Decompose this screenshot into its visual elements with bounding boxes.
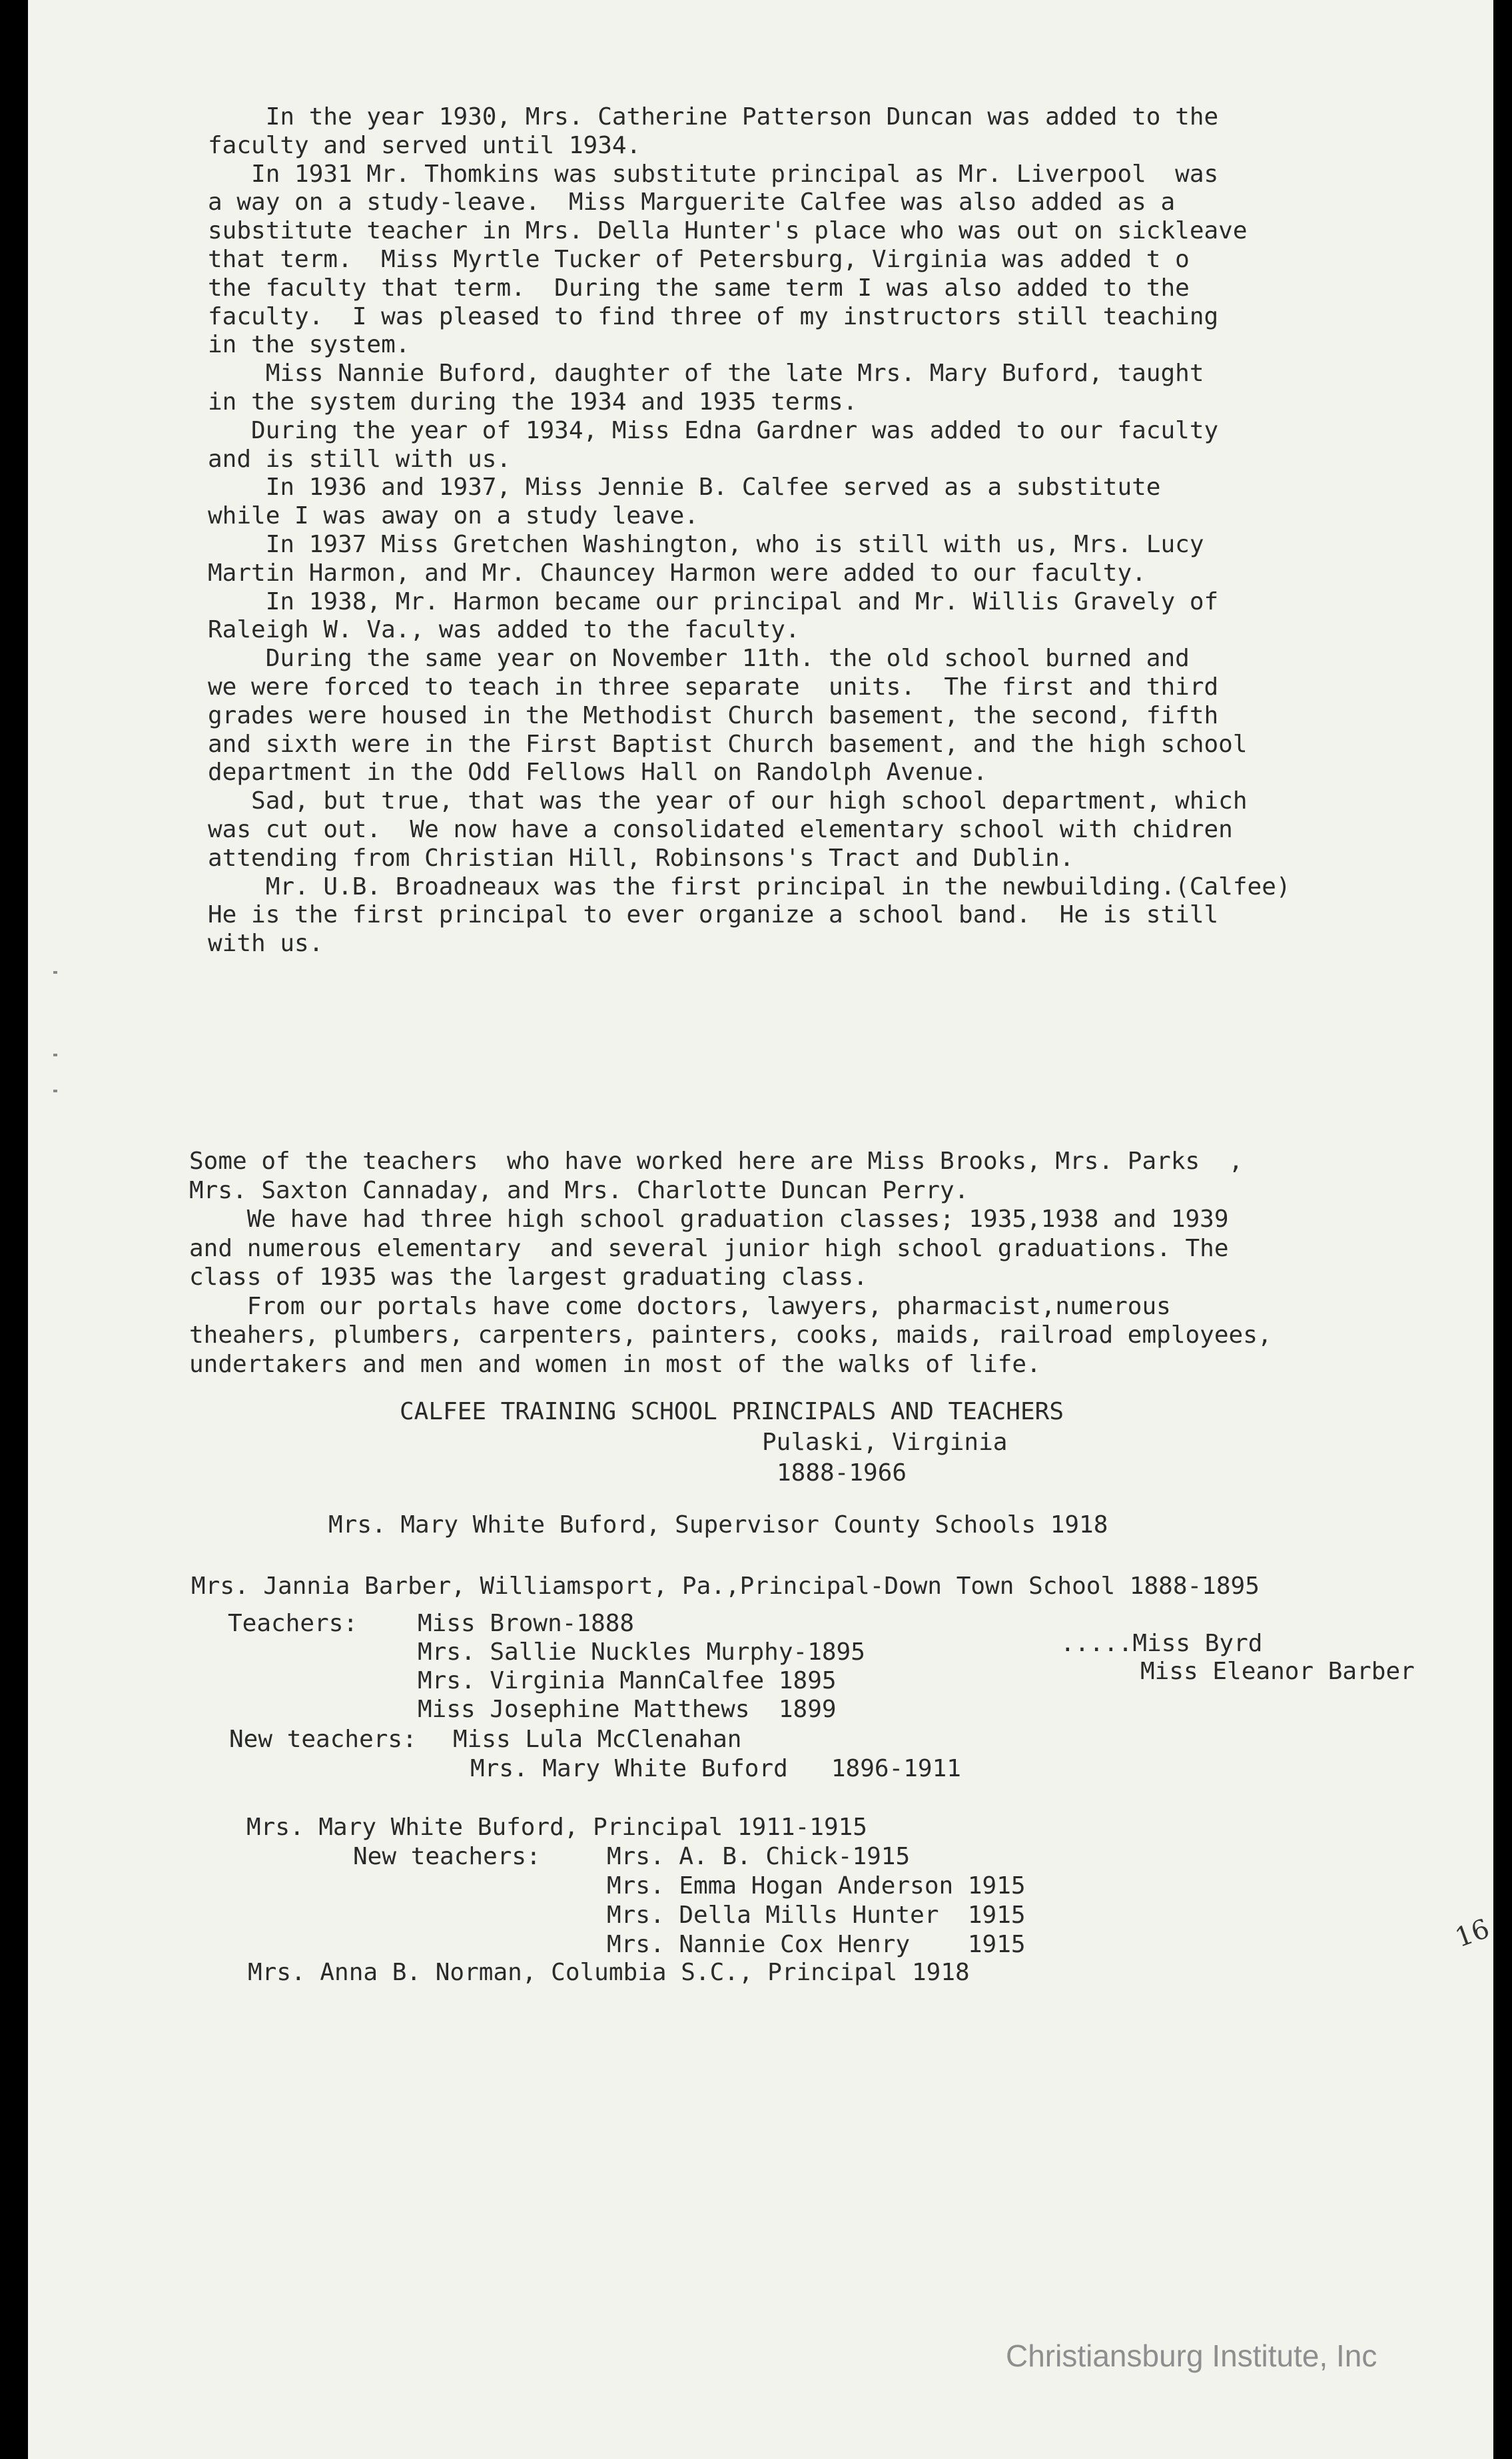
- text-line: and is still with us.: [208, 445, 512, 473]
- text-line: Raleigh W. Va., was added to the faculty.: [208, 616, 800, 644]
- teacher-item: Miss Brown-1888: [418, 1610, 635, 1637]
- new-teachers-label-2: New teachers:: [353, 1843, 541, 1870]
- supervisor-line: Mrs. Mary White Buford, Supervisor County Schools 1918: [328, 1511, 1108, 1539]
- text-line: Mrs. Saxton Cannaday, and Mrs. Charlotte Duncan Perry.: [189, 1176, 969, 1204]
- text-line: grades were housed in the Methodist Church basement, the second, fifth: [208, 701, 1219, 729]
- teacher-item: Miss Josephine Matthews 1899: [418, 1696, 837, 1723]
- text-line: faculty and served until 1934.: [208, 131, 641, 159]
- margin-mark: [53, 1054, 57, 1056]
- text-line: undertakers and men and women in most of the walks of life.: [189, 1350, 1041, 1378]
- principal-buford: Mrs. Mary White Buford, Principal 1911-1915: [246, 1814, 867, 1841]
- text-line: and numerous elementary and several junior high school graduations. The: [189, 1234, 1229, 1262]
- text-line: class of 1935 was the largest graduating class.: [189, 1263, 868, 1291]
- margin-mark: [53, 971, 57, 974]
- text-line: theahers, plumbers, carpenters, painters, cooks, maids, railroad employees,: [189, 1321, 1272, 1349]
- new-teacher-item: Miss Lula McClenahan: [453, 1726, 742, 1753]
- text-line: In the year 1930, Mrs. Catherine Patterson Duncan was added to the: [208, 103, 1219, 131]
- side-teacher-item: .....Miss Byrd: [1060, 1630, 1263, 1657]
- text-line: We have had three high school graduation classes; 1935,1938 and 1939: [189, 1206, 1229, 1233]
- text-line: and sixth were in the First Baptist Church basement, and the high school: [208, 730, 1248, 758]
- text-line: Sad, but true, that was the year of our high school department, which: [208, 787, 1248, 815]
- teacher-item: Mrs. Virginia MannCalfee 1895: [418, 1667, 837, 1694]
- text-line: faculty. I was pleased to find three of my instructors still teaching: [208, 302, 1219, 330]
- text-line: that term. Miss Myrtle Tucker of Petersburg, Virginia was added t o: [208, 246, 1190, 273]
- text-line: In 1931 Mr. Thomkins was substitute principal as Mr. Liverpool was: [208, 160, 1219, 188]
- text-line: with us.: [208, 930, 324, 958]
- text-line: the faculty that term. During the same term I was also added to the: [208, 274, 1190, 302]
- text-line: in the system during the 1934 and 1935 terms.: [208, 388, 858, 416]
- text-line: During the same year on November 11th. the old school burned and: [208, 645, 1190, 673]
- list-heading: CALFEE TRAINING SCHOOL PRINCIPALS AND TEACHERS: [400, 1398, 1064, 1425]
- margin-mark: [53, 1090, 57, 1092]
- list-subheading-place: Pulaski, Virginia: [762, 1429, 1008, 1456]
- text-line: while I was away on a study leave.: [208, 502, 699, 530]
- text-line: In 1936 and 1937, Miss Jennie B. Calfee served as a substitute: [208, 474, 1161, 502]
- text-line: Martin Harmon, and Mr. Chauncey Harmon were added to our faculty.: [208, 559, 1146, 587]
- new-teacher-item: Mrs. Della Mills Hunter 1915: [607, 1902, 1026, 1929]
- text-line: Mr. U.B. Broadneaux was the first principal in the newbuilding.(Calfee): [208, 873, 1291, 900]
- text-line: substitute teacher in Mrs. Della Hunter's place who was out on sickleave: [208, 217, 1248, 245]
- text-line: Miss Nannie Buford, daughter of the late Mrs. Mary Buford, taught: [208, 360, 1204, 388]
- new-teacher-item: Mrs. Nannie Cox Henry 1915: [607, 1931, 1026, 1958]
- text-line: was cut out. We now have a consolidated elementary school with chidren: [208, 816, 1233, 843]
- text-line: attending from Christian Hill, Robinsons's Tract and Dublin.: [208, 844, 1074, 872]
- new-teacher-item: Mrs. Mary White Buford 1896-1911: [470, 1755, 961, 1782]
- text-line: In 1938, Mr. Harmon became our principal and Mr. Willis Gravely of: [208, 587, 1219, 615]
- watermark: Christiansburg Institute, Inc: [1006, 2338, 1377, 2373]
- text-line: department in the Odd Fellows Hall on Randolph Avenue.: [208, 759, 988, 787]
- page-number: 16: [1451, 1913, 1494, 1954]
- text-line: He is the first principal to ever organize a school band. He is still: [208, 901, 1219, 929]
- principal-norman: Mrs. Anna B. Norman, Columbia S.C., Principal 1918: [248, 1959, 970, 1986]
- new-teachers-label: New teachers:: [229, 1726, 417, 1753]
- principal-barber: Mrs. Jannia Barber, Williamsport, Pa.,Principal-Down Town School 1888-1895: [191, 1573, 1260, 1600]
- new-teacher-item: Mrs. Emma Hogan Anderson 1915: [607, 1872, 1026, 1900]
- text-line: in the system.: [208, 331, 410, 359]
- teachers-label: Teachers:: [228, 1610, 358, 1637]
- teacher-item: Mrs. Sallie Nuckles Murphy-1895: [418, 1638, 865, 1666]
- text-line: we were forced to teach in three separate units. The first and third: [208, 673, 1219, 701]
- text-line: Some of the teachers who have worked here are Miss Brooks, Mrs. Parks ,: [189, 1148, 1244, 1175]
- typed-page: [28, 0, 1493, 2459]
- list-subheading-years: 1888-1966: [777, 1459, 907, 1487]
- side-teacher-item: Miss Eleanor Barber: [1140, 1658, 1415, 1685]
- text-line: During the year of 1934, Miss Edna Gardner was added to our faculty: [208, 416, 1219, 444]
- text-line: a way on a study-leave. Miss Marguerite Calfee was also added as a: [208, 188, 1176, 216]
- text-line: In 1937 Miss Gretchen Washington, who is still with us, Mrs. Lucy: [208, 531, 1204, 558]
- text-line: From our portals have come doctors, lawyers, pharmacist,numerous: [189, 1292, 1171, 1320]
- new-teacher-item: Mrs. A. B. Chick-1915: [607, 1843, 911, 1870]
